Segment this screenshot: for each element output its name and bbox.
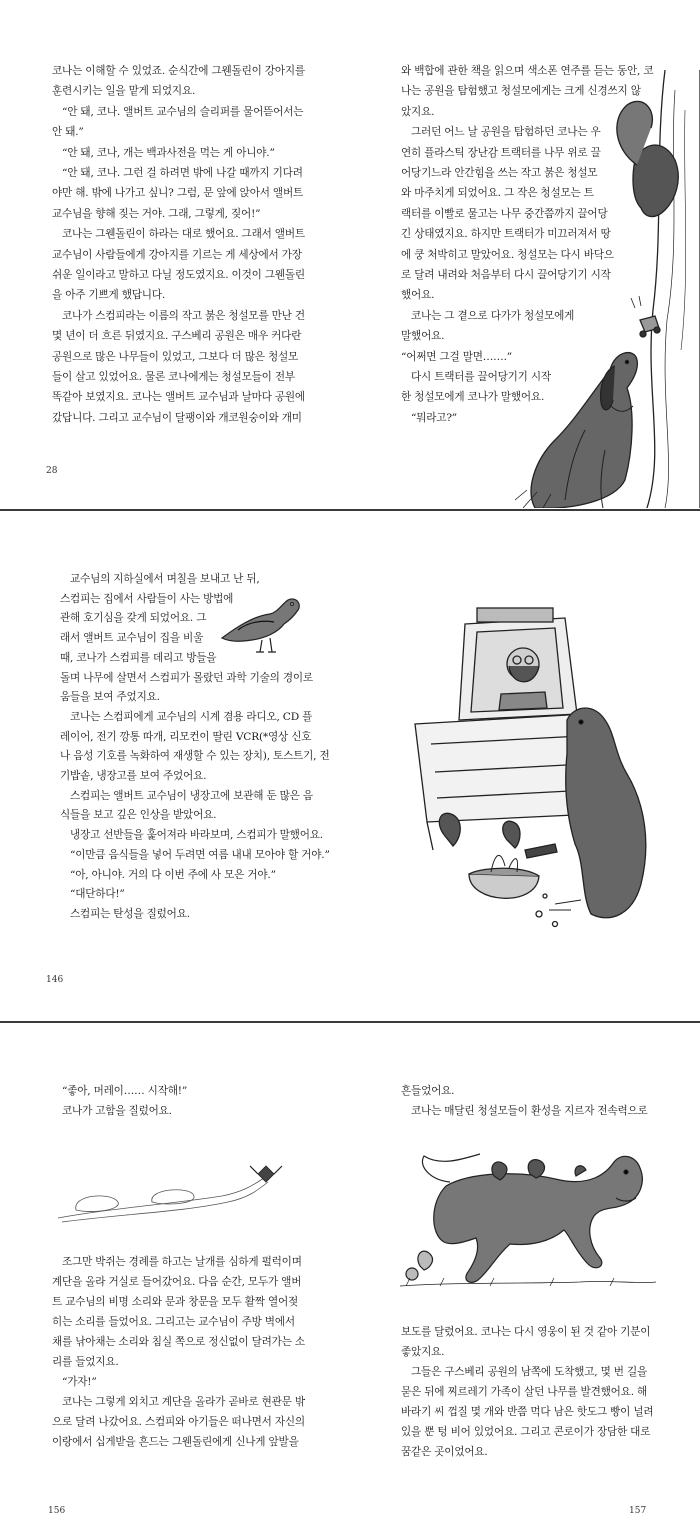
text-line: 돌며 나무에 살면서 스컴피가 몰랐던 과학 기술의 경이로 — [60, 671, 313, 684]
illustration-fridge-professor-dog — [405, 604, 655, 940]
text-line: 야만 해. 밖에 나가고 싶니? 그럼, 문 앞에 앉아서 앨버트 — [52, 187, 304, 200]
text-line: 랙터를 이빨로 물고는 나무 중간쯤까지 끌어당 — [401, 207, 608, 220]
text-line: 트 교수님의 비명 소리와 문과 창문을 모두 활짝 열어젖 — [52, 1296, 299, 1308]
page-divider — [0, 509, 700, 511]
text-line: 에 쿵 처박히고 말았어요. 청설모는 다시 바닥으 — [401, 248, 614, 261]
text-line: “안 돼, 코나, 개는 백과사전을 먹는 게 아니야.” — [62, 146, 275, 159]
text-line: 움들을 보여 주었지요. — [60, 691, 160, 704]
text-line: “안 돼, 코나. 그런 걸 하려면 밖에 나갈 때까지 기다려 — [62, 167, 303, 179]
text-line: 안 돼.” — [52, 126, 84, 139]
text-line: 코나는 그 곁으로 다가가 청설모에게 — [411, 309, 575, 322]
text-line: 계단을 올라 거실로 들어갔어요. 다음 순간, 모두가 앨버 — [52, 1276, 302, 1288]
text-line: 냉장고 선반들을 훑어져라 바라보며, 스컴피가 말했어요. — [70, 829, 323, 842]
page-number-146: 146 — [46, 975, 64, 985]
text-line: 묻은 뒤에 찌르레기 가족이 살던 나무를 발견했어요. 해 — [401, 1386, 648, 1398]
text-line: 흔들었어요. — [401, 1085, 455, 1097]
text-line: 때, 코나가 스컴피를 데리고 방들을 — [60, 651, 217, 664]
text-line: 훈련시키는 일을 맡게 되었지요. — [52, 85, 196, 98]
text-line: 교수님을 향해 짖는 거야. 그래, 그렇게, 짖어!” — [52, 207, 261, 220]
text-line: “좋아, 머레이…… 시작해!” — [62, 1085, 188, 1097]
text-line: 스컴피는 탄성을 질렀어요. — [70, 907, 190, 920]
illustration-dog-squirrel-tree — [515, 70, 700, 508]
text-line: 스컴피는 집에서 사람들이 사는 방법에 — [60, 592, 234, 605]
text-line: 았지요. — [401, 105, 435, 118]
page-divider — [0, 1021, 700, 1023]
text-line: 으로 달려 나갔어요. 스컴피와 아기들은 떠나면서 자신의 — [52, 1416, 305, 1428]
text-line: 다시 트랙터를 끌어당기기 시작 — [411, 371, 551, 383]
text-line: 래서 앨버트 교수님이 집을 비울 — [60, 632, 204, 645]
text-line: 조그만 박쥐는 경례를 하고는 날개를 심하게 펄럭이며 — [62, 1256, 302, 1268]
text-line: “가자!” — [62, 1376, 97, 1388]
text-line: 나 음성 기호를 녹화하여 재생할 수 있는 장치), 토스트기, 전 — [60, 750, 330, 763]
text-line: “대단하다!” — [70, 888, 125, 901]
illustration-bat-flight-trail — [52, 1144, 292, 1234]
text-line: 코나는 그웬돌린이 하라는 대로 했어요. 그래서 앨버트 — [62, 228, 305, 241]
page-number-157: 157 — [629, 1506, 647, 1516]
text-line: 했어요. — [401, 289, 435, 302]
text-line: 식들을 보고 깊은 인상을 받았어요. — [60, 809, 217, 822]
text-line: 있을 뿐 텅 비어 있었어요. 그리고 콘로이가 장담한 대로 — [401, 1426, 651, 1438]
text-line: 어당기느라 안간힘을 쓰는 작고 붉은 청설모 — [401, 167, 598, 179]
book-spread-pages-28 — [0, 0, 700, 508]
text-line: 기밥솥, 냉장고를 보여 주었어요. — [60, 770, 207, 782]
book-page-146 — [0, 512, 700, 1020]
text-line: 코나가 고함을 질렀어요. — [62, 1105, 172, 1117]
text-line: 좋았지요. — [401, 1346, 445, 1358]
text-line: 갔답니다. 그리고 교수님이 달팽이와 개코원숭이와 개미 — [52, 411, 302, 424]
illustration-pigeon — [218, 586, 302, 658]
text-line: “어쩌면 그걸 말면…….” — [401, 350, 512, 363]
text-line: 그들은 구스베리 공원의 남쪽에 도착했고, 몇 번 길을 — [411, 1366, 648, 1378]
text-line: 레이어, 전기 깡통 따개, 리모컨이 딸린 VCR(*영상 신호 — [60, 730, 312, 743]
text-line: 긴 상태였지요. 하지만 트랙터가 미끄러져서 땅 — [401, 228, 611, 241]
text-line: 말했어요. — [401, 330, 445, 343]
text-line: 똑같아 보였지요. 코나는 앨버트 교수님과 날마다 공원에 — [52, 391, 305, 404]
text-line: 나는 공원을 탐험했고 청설모에게는 크게 신경쓰지 않 — [401, 85, 641, 98]
text-line: 히는 소리를 들었어요. 그리고는 교수님이 주방 벽에서 — [52, 1316, 295, 1328]
page-number-28: 28 — [46, 466, 58, 476]
text-line: 리를 들었지요. — [52, 1356, 119, 1368]
text-line: 코나가 스컴피라는 이름의 작고 붉은 청설모를 만난 건 — [62, 309, 305, 322]
book-spread-pages-156-157 — [0, 1024, 700, 1532]
text-line: 코나는 스컴피에게 교수님의 시계 겸용 라디오, CD 플 — [70, 710, 313, 723]
text-line: 와 마주치게 되었어요. 그 작은 청설모는 트 — [401, 187, 594, 200]
text-line: 몇 년이 더 흐른 뒤였지요. 구스베리 공원은 매우 커다란 — [52, 330, 302, 343]
text-line: 꿈같은 곳이었어요. — [401, 1446, 488, 1458]
text-line: 공원으로 많은 나무들이 있었고, 그보다 더 많은 청설모 — [52, 350, 299, 363]
text-line: 코나는 그렇게 외치고 계단을 올라가 곧바로 현관문 밖 — [62, 1396, 305, 1408]
text-line: 연히 플라스틱 장난감 트랙터를 나무 위로 끌 — [401, 146, 601, 159]
text-line: “안 돼, 코나. 앨버트 교수님의 슬리퍼를 물어뜯어서는 — [62, 105, 304, 118]
text-line: 로 달려 내려와 처음부터 다시 끌어당기기 시작 — [401, 269, 611, 281]
text-line: 바라기 씨 껍질 몇 개와 반쯤 먹다 남은 핫도그 빵이 널려 — [401, 1406, 654, 1418]
text-line: 스컴피는 앨버트 교수님이 냉장고에 보관해 둔 많은 음 — [70, 789, 313, 802]
text-line: 그러던 어느 날 공원을 탐험하던 코나는 우 — [411, 126, 601, 139]
text-line: 교수님이 사람들에게 강아지를 기르는 게 세상에서 가장 — [52, 248, 302, 261]
text-line: “뭐라고?” — [411, 411, 458, 424]
text-line: 채를 낚아채는 소리와 침실 쪽으로 정신없이 달려가는 소 — [52, 1336, 305, 1348]
text-line: 이랑에서 십게받을 흔드는 그웬돌린에게 신나게 앞발을 — [52, 1436, 299, 1448]
text-line: 들이 살고 있었어요. 물론 코나에게는 청설모들이 전부 — [52, 371, 295, 383]
text-line: 을 아주 기쁘게 했답니다. — [52, 289, 166, 302]
text-line: “이만큼 음식들을 넣어 두려면 여름 내내 모아야 할 거야.” — [70, 848, 330, 861]
text-line: 와 백합에 관한 책을 읽으며 색소폰 연주를 듣는 동안, 코 — [401, 65, 654, 77]
text-line: “아, 아니야. 거의 다 이번 주에 사 모은 거야.” — [70, 868, 276, 881]
text-line: 한 청설모에게 코나가 말했어요. — [401, 391, 545, 404]
text-line: 코나는 이해할 수 있었죠. 순식간에 그웬돌린이 강아지를 — [52, 65, 305, 77]
text-line: 쉬운 일이라고 말하고 다닐 정도였지요. 이것이 그웬돌린 — [52, 269, 305, 281]
text-line: 보도를 달렸어요. 코나는 다시 영웅이 된 것 같아 기분이 — [401, 1326, 651, 1338]
text-line: 교수님의 지하실에서 며칠을 보내고 난 뒤, — [70, 573, 260, 585]
text-line: 코나는 매달린 청설모들이 환성을 지르자 전속력으로 — [411, 1105, 648, 1117]
page-number-156: 156 — [48, 1506, 66, 1516]
illustration-running-dog-with-squirrels — [400, 1146, 656, 1292]
text-line: 관해 호기심을 갖게 되었어요. 그 — [60, 612, 207, 625]
